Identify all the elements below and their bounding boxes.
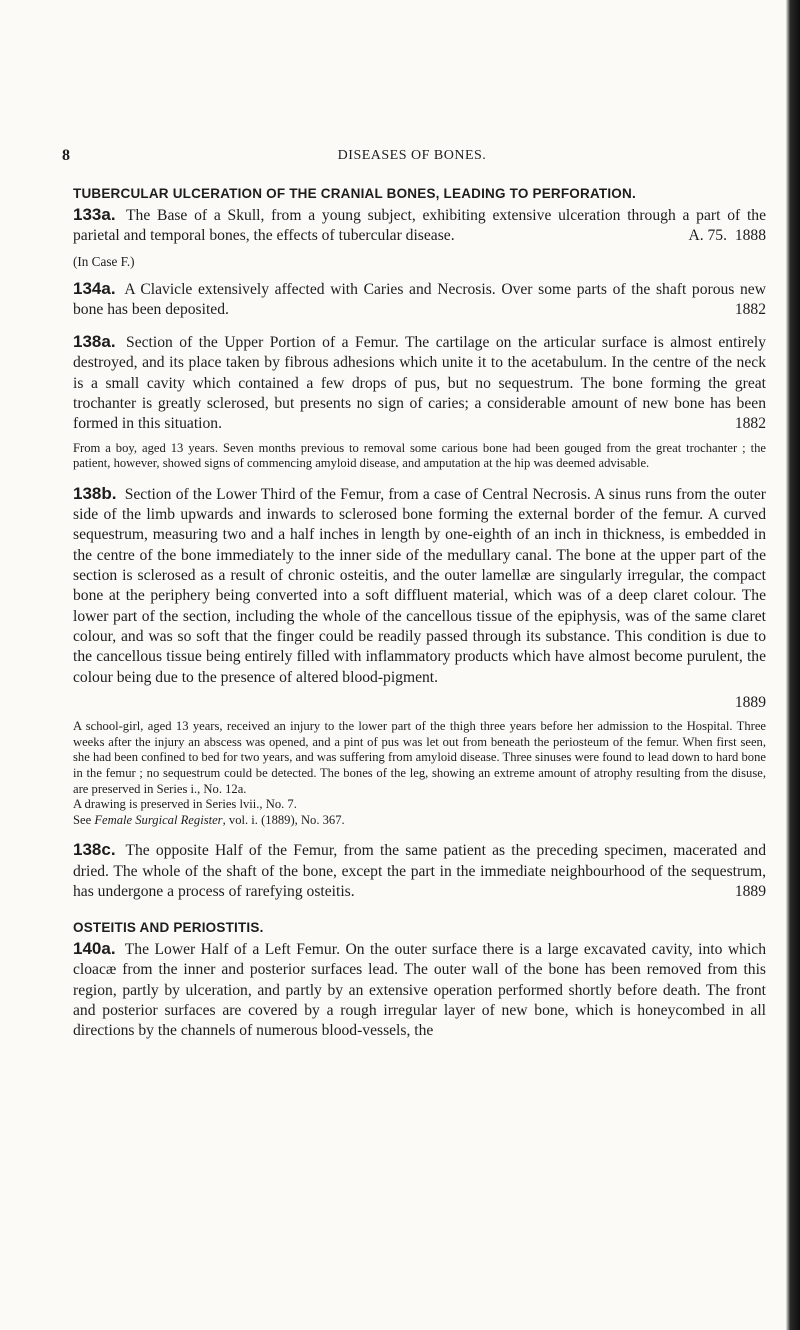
entry-140a (73, 939, 766, 1041)
section-heading-tubercular: TUBERCULAR ULCERATION OF THE CRANIAL BONES, LEADING TO PERFORATION. (73, 186, 636, 201)
entry-text: Section of the Lower Third of the Femur, from a case of Central Necrosis. A sinus runs from the outer side of the limb upwards and inwards to sclerosed bone forming the external border of the femur. A curved sequestrum, measuring two and a half inches in length by one-eighth of an inch in thickness, is embedded in the centre of the bone immediately to the inner side of the medullary canal. The bone at the upper part of the section is sclerosed as a result of chronic osteitis, and the outer lamellæ are singularly irregular, the compact bone at the periphery being converted into a soft diffluent material, which was of a deep claret colour. The lower part of the section, including the whole of the cancellous tissue of the epiphysis, was of the same claret colour, and was so soft that the finger could be readily passed through its substance. This condition is due to the cancellous tissue being entirely filled with inflammatory products which have almost become purulent, the colour being due to the presence of altered blood-pigment. (73, 485, 766, 686)
entry-number: 133a. (73, 205, 116, 224)
entry-text: A Clavicle extensively affected with Caries and Necrosis. Over some parts of the shaft porous new bone has been deposited. (73, 280, 766, 318)
entry-text: Section of the Upper Portion of a Femur. The cartilage on the articular surface is almost entirely destroyed, and its place taken by fibrous adhesions which unite it to the acetabulum. In the centre of the neck is a small cavity which contained a few drops of pus, but no sequestrum. The bone forming the great trochanter is greatly sclerosed, but presents no sign of caries; a considerable amount of new bone has been formed in this situation. (73, 334, 766, 433)
entry-number: 138a. (73, 332, 116, 352)
reference-title: Female Surgical Register (94, 812, 223, 827)
entry-text: The Lower Half of a Left Femur. On the outer surface there is a large excavated cavity, into which cloacæ from the inner and posterior surfaces lead. The outer wall of the bone has been removed from this region, partly by ulceration, and partly by an extensive operation performed shortly before death. The front and posterior surfaces are covered by a rough irregular layer of new bone, which is honeycombed in all directions by the channels of numerous blood-vessels, the (73, 941, 767, 1040)
section-heading-osteitis: OSTEITIS AND PERIOSTITIS. (73, 920, 264, 936)
note-reference (73, 813, 766, 829)
entry-year (676, 226, 766, 246)
page-content (73, 184, 766, 1048)
entry-138b (73, 484, 766, 688)
page-header (62, 147, 762, 167)
entry-year: 1889 (734, 882, 766, 900)
catalogue-ref: A. 75. (688, 227, 728, 245)
reference-suffix: , vol. i. (1889), No. 367. (222, 812, 345, 827)
entry-number: 140a. (73, 939, 116, 959)
case-reference: (In Case F.) (73, 253, 135, 269)
note-paragraph: From a boy, aged 13 years. Seven months previous to removal some carious bone had been gouged from the great trochanter ; the patient, however, showed signs of commencing amyloid disease, and amputation at the hip was deemed advisable. (73, 440, 766, 471)
entry-134a (73, 279, 766, 321)
reference-prefix: See (73, 812, 92, 827)
entry-138c (73, 840, 766, 902)
binding-edge (786, 0, 800, 1330)
entry-year: 1889 (734, 693, 766, 711)
entry-number: 134a. (73, 278, 116, 298)
running-title: DISEASES OF BONES. (337, 148, 487, 163)
entry-text: The opposite Half of the Femur, from the same patient as the preceding specimen, macerated and dried. The whole of the shaft of the bone, except the part in the immediate neighbourhood of the sequestrum, has undergone a process of rarefying osteitis. (73, 842, 766, 900)
note-paragraph: A school-girl, aged 13 years, received an injury to the lower part of the thigh three years before her admission to the Hospital. Three weeks after the injury an abscess was opened, and a pint of pus was let out from beneath the periosteum of the femur. When first seen, she had been confined to bed for two years, and was suffering from amyloid disease. Three sinuses were found to lead down to hard bone in the femur ; no sequestrum could be detected. The bones of the leg, showing an extreme amount of atrophy resulting from the disuse, are preserved in Series i., No. 12a. (73, 719, 766, 796)
entry-year: 1882 (734, 300, 766, 318)
entry-year: 1882 (734, 415, 766, 433)
year: 1888 (734, 227, 766, 245)
entry-number: 138c. (73, 840, 116, 860)
clinical-note (73, 441, 766, 472)
entry-number: 138b. (73, 483, 117, 503)
note-paragraph: A drawing is preserved in Series lvii., No. 7. (73, 797, 297, 812)
clinical-note (73, 719, 766, 828)
entry-text: The Base of a Skull, from a young subject, exhibiting extensive ulceration through a part of the parietal and temporal bones, the effects of tubercular disease. (73, 207, 766, 245)
entry-138a (73, 332, 766, 434)
page-number: 8 (62, 147, 70, 164)
entry-133a (73, 205, 766, 247)
